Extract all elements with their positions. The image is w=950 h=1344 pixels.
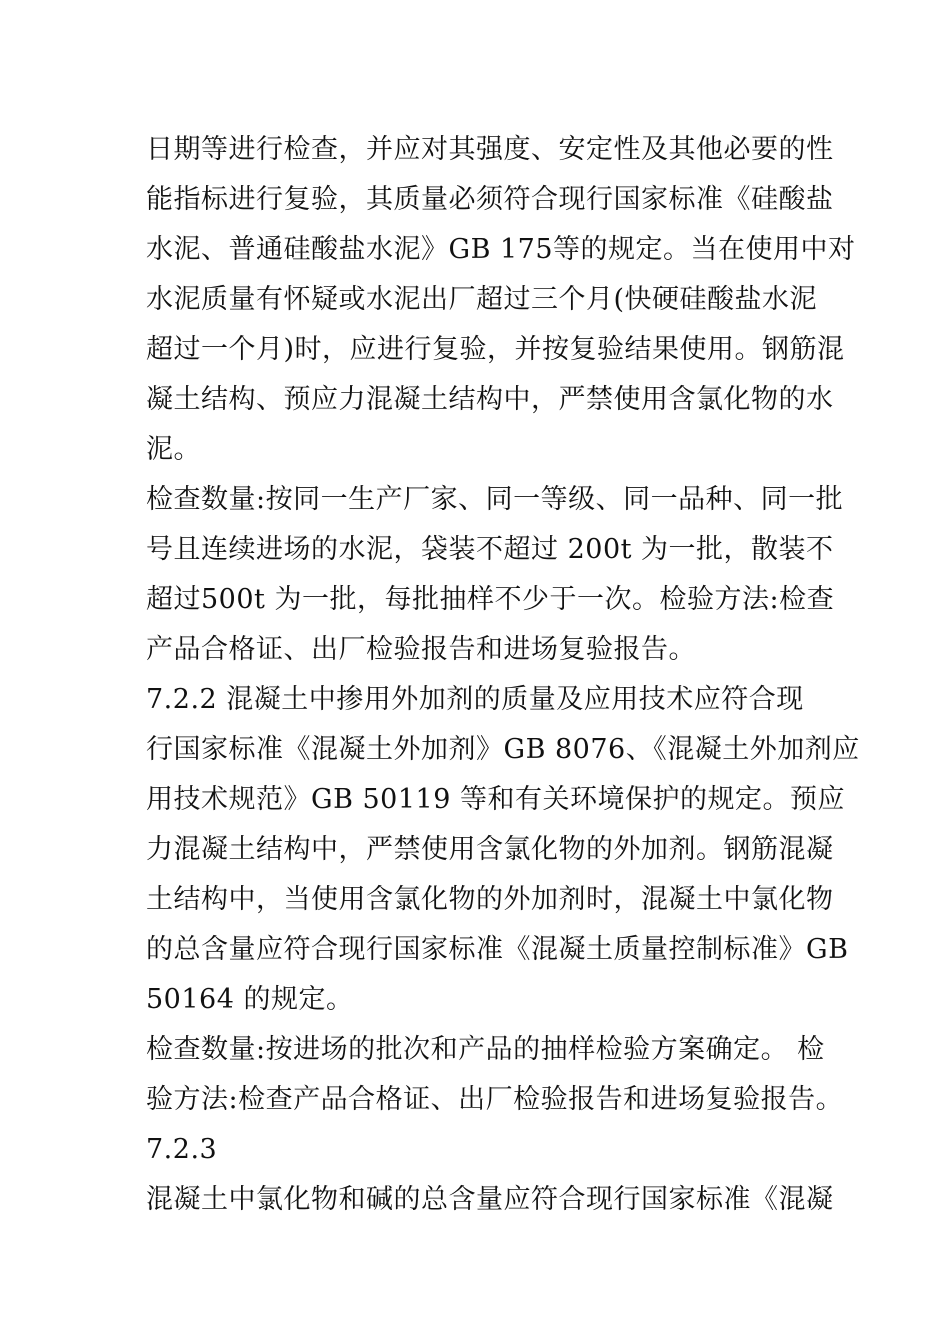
text-line: 水泥质量有怀疑或水泥出厂超过三个月(快硬硅酸盐水泥 <box>146 284 818 315</box>
text-line: 力混凝土结构中，严禁使用含氯化物的外加剂。钢筋混凝 <box>146 834 834 865</box>
text-line: 泥。 <box>146 434 201 465</box>
text-line: 7.2.3 <box>146 1134 218 1165</box>
text-line: 土结构中，当使用含氯化物的外加剂时，混凝土中氯化物 <box>146 884 834 915</box>
text-line: 验方法:检查产品合格证、出厂检验报告和进场复验报告。 <box>146 1084 844 1115</box>
text-line: 的总含量应符合现行国家标准《混凝土质量控制标准》GB <box>146 934 849 965</box>
text-line: 检查数量:按进场的批次和产品的抽样检验方案确定。 检 <box>146 1034 825 1065</box>
text-line: 日期等进行检查，并应对其强度、安定性及其他必要的性 <box>146 134 834 165</box>
text-line: 7.2.2 混凝土中掺用外加剂的质量及应用技术应符合现 <box>146 684 804 715</box>
text-line: 产品合格证、出厂检验报告和进场复验报告。 <box>146 634 696 665</box>
text-line: 号且连续进场的水泥，袋装不超过 200t 为一批，散装不 <box>146 534 834 565</box>
text-line: 行国家标准《混凝土外加剂》GB 8076、《混凝土外加剂应 <box>146 734 860 765</box>
text-line: 水泥、普通硅酸盐水泥》GB 175等的规定。当在使用中对 <box>146 234 856 265</box>
text-line: 50164 的规定。 <box>146 984 354 1015</box>
text-line: 混凝土中氯化物和碱的总含量应符合现行国家标准《混凝 <box>146 1184 834 1215</box>
text-line: 能指标进行复验，其质量必须符合现行国家标准《硅酸盐 <box>146 184 834 215</box>
text-line: 超过500t 为一批，每批抽样不少于一次。检验方法:检查 <box>146 584 835 615</box>
text-line: 检查数量:按同一生产厂家、同一等级、同一品种、同一批 <box>146 484 844 515</box>
text-line: 超过一个月)时，应进行复验，并按复验结果使用。钢筋混 <box>146 334 845 365</box>
text-line: 凝土结构、预应力混凝土结构中，严禁使用含氯化物的水 <box>146 384 834 415</box>
text-line: 用技术规范》GB 50119 等和有关环境保护的规定。预应 <box>146 784 845 815</box>
